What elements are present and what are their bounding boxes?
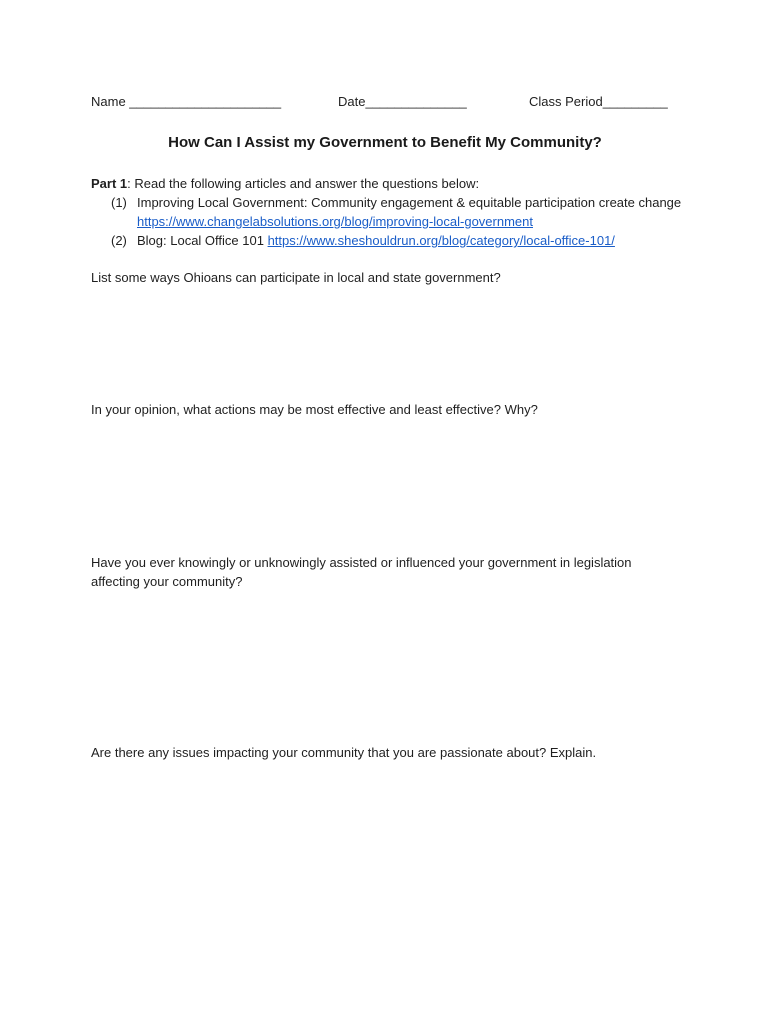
question-4: Are there any issues impacting your community that you are passionate about? Explain. bbox=[91, 745, 597, 760]
name-field-label: Name _____________________ bbox=[91, 94, 282, 109]
worksheet-title: How Can I Assist my Government to Benefit My Community? bbox=[168, 134, 602, 151]
article-link[interactable]: https://www.changelabsolutions.org/blog/improving-local-government bbox=[137, 214, 533, 229]
part1-instruction bbox=[91, 174, 691, 193]
list-item bbox=[111, 231, 691, 250]
article-text: Improving Local Government: Community engagement & equitable participation create change bbox=[137, 195, 682, 210]
article-number: (2) bbox=[111, 233, 127, 248]
article-list bbox=[111, 193, 691, 250]
question-3: Have you ever knowingly or unknowingly assisted or influenced your government in legislation affecting your community? bbox=[91, 555, 632, 589]
article-number: (1) bbox=[111, 195, 127, 210]
date-field-label: Date______________ bbox=[338, 94, 467, 109]
article-link[interactable]: https://www.sheshouldrun.org/blog/category/local-office-101/ bbox=[267, 233, 615, 248]
part1-label: Part 1 bbox=[91, 176, 128, 191]
list-item bbox=[111, 193, 691, 231]
question-2: In your opinion, what actions may be most effective and least effective? Why? bbox=[91, 402, 538, 417]
class-period-field-label: Class Period_________ bbox=[529, 94, 668, 109]
question-1: List some ways Ohioans can participate in local and state government? bbox=[91, 270, 501, 285]
article-text: Blog: Local Office 101 bbox=[137, 233, 264, 248]
header-fields bbox=[91, 94, 672, 112]
part1-instruction-text: : Read the following articles and answer the questions below: bbox=[127, 176, 480, 191]
